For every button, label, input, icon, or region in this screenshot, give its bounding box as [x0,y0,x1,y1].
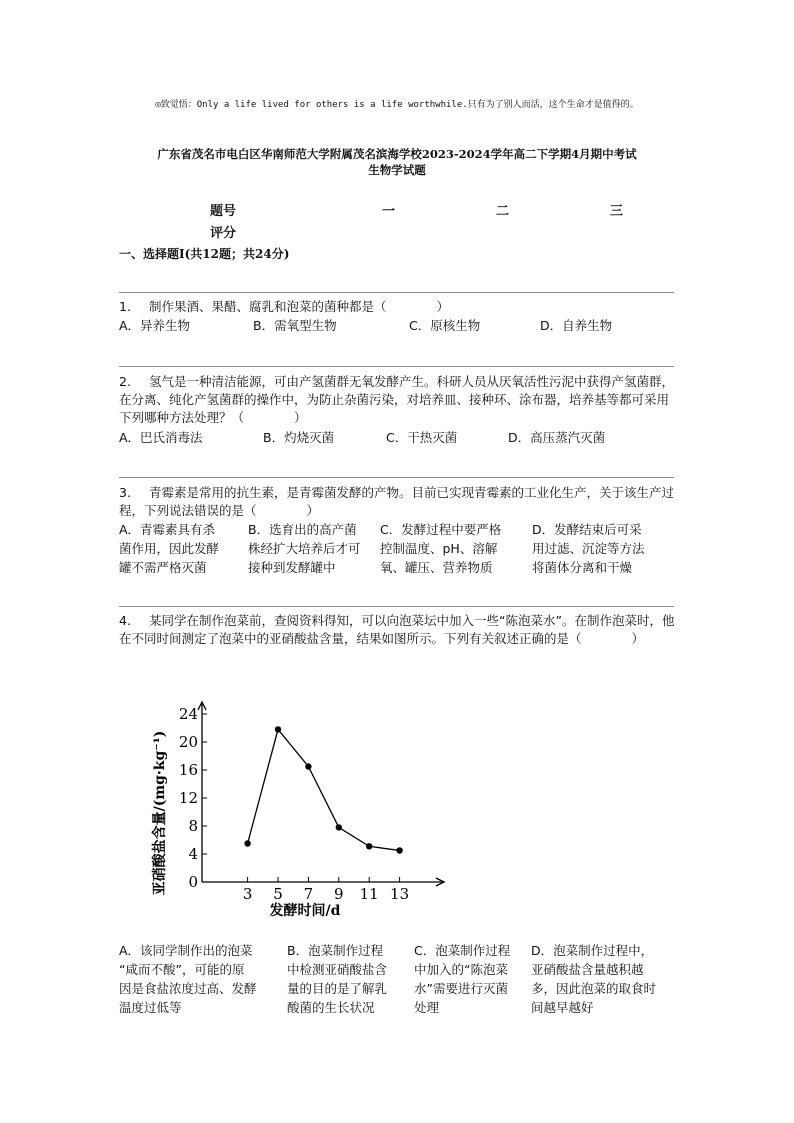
option-c[interactable] [380,520,530,577]
option-line: B．泡菜制作过程 [287,943,384,958]
question-text: 某同学在制作泡菜前，查阅资料得知，可以向泡菜坛中加入一些“陈泡菜水”。在制作泡菜时，他在不同时间测定了泡菜中的亚硝酸盐含量，结果如图所示。下列有关叙述正确的是（ ） [119,613,675,646]
exam-title-line2: 生物学试题 [368,163,426,177]
score-col-2: 二 [496,204,510,219]
data-point [244,840,250,846]
nitrite-series-line [248,729,400,850]
chart-y-axis-label: 亚硝酸盐含量/(mg·kg⁻¹) [152,730,168,896]
y-tick-label: 12 [178,789,198,807]
option-line: 菌作用，因此发酵 [119,541,220,556]
question-number: 4. [119,613,131,628]
option-d[interactable] [531,941,679,1017]
question-text: 氢气是一种清洁能源，可由产氢菌群无氧发酵产生。科研人员从厌氧活性污泥中获得产氢菌群，在分离、纯化产氢菌群的操作中，为防止杂菌污染，对培养皿、接种环、涂布器，培养基等都可采用下列哪种方法处理？（ ） [119,374,675,425]
x-tick-label: 11 [359,885,379,903]
score-label-number: 题号 [210,204,237,219]
option-b[interactable]: B．灼烧灭菌 [263,430,335,445]
option-line: “咸而不酸”，可能的原 [119,962,245,977]
option-c[interactable]: C．干热灭菌 [386,430,458,445]
question-divider [119,606,674,607]
motto: ◎致觉悟：Only a life lived for others is a life worthwhile.只有为了别人而活，这个生命才是值得的。 [155,100,639,110]
option-line: 温度过低等 [119,1000,182,1015]
nitrite-chart [145,695,455,925]
data-point [366,843,372,849]
score-col-3: 三 [610,204,624,219]
option-line: 酸菌的生长状况 [287,1000,375,1015]
section-title: 一、选择题Ⅰ(共12题；共24分) [119,247,290,261]
option-a[interactable] [119,520,247,577]
option-line: 控制温度、pH、溶解 [380,541,498,556]
option-line: 用过滤、沉淀等方法 [532,541,645,556]
option-d[interactable]: D．自养生物 [540,318,613,333]
question-divider [119,292,674,293]
question-2-stem [119,373,675,427]
option-line: D．发酵结束后可采 [532,522,642,537]
option-a[interactable]: A．巴氏消毒法 [119,430,203,445]
y-tick-label: 24 [178,705,198,723]
option-line: 接种到发酵罐中 [248,560,336,575]
question-3-stem [119,484,675,520]
chart-series [244,726,402,854]
x-tick-label: 7 [303,885,314,903]
option-line: 间越早越好 [531,1000,594,1015]
option-line: 罐不需严格灭菌 [119,560,207,575]
option-line: C．泡菜制作过程 [414,943,511,958]
option-b[interactable]: B．需氧型生物 [253,318,337,333]
y-tick-label: 4 [188,845,198,863]
chart-axes [179,702,444,903]
data-point [336,824,342,830]
option-line: C．发酵过程中要严格 [380,522,502,537]
option-d[interactable]: D．高压蒸汽灭菌 [508,430,606,445]
x-tick-label: 3 [242,885,253,903]
option-c[interactable] [414,941,532,1017]
option-line: 因是食盐浓度过高、发酵 [119,981,257,996]
option-line: 株经扩大培养后才可 [248,541,361,556]
question-text: 制作果酒、果醋、腐乳和泡菜的菌种都是（ ） [149,299,450,314]
question-divider [119,477,674,478]
option-line: A．青霉素具有杀 [119,522,216,537]
option-line: 中加入的“陈泡菜 [414,962,508,977]
option-b[interactable] [287,941,412,1017]
question-4-stem [119,612,675,648]
x-tick-label: 13 [390,885,410,903]
option-line: 量的目的是了解乳 [287,981,388,996]
question-number: 2. [119,374,131,389]
option-line: B．选育出的高产菌 [248,522,357,537]
option-line: 将菌体分离和干燥 [532,560,633,575]
score-col-1: 一 [382,204,396,219]
option-line: 氧、罐压、营养物质 [380,560,493,575]
option-line: 水”需要进行灭菌 [414,981,508,996]
question-number: 3. [119,485,131,500]
x-tick-label: 9 [334,885,344,903]
question-divider [119,366,674,367]
y-tick-label: 16 [178,761,198,779]
option-b[interactable] [248,520,378,577]
y-tick-label: 0 [188,873,198,891]
question-number: 1. [119,299,131,314]
option-line: D．泡菜制作过程中， [531,943,654,958]
exam-title-line1: 广东省茂名市电白区华南师范大学附属茂名滨海学校2023-2024学年高二下学期4月期中考试 [157,147,637,161]
question-text: 青霉素是常用的抗生素，是青霉菌发酵的产物。目前已实现青霉素的工业化生产，关于该生产过程，下列说法错误的是（ ） [119,485,675,518]
option-line: 处理 [414,1000,440,1015]
chart-x-axis-label: 发酵时间/d [269,903,341,919]
x-tick-label: 5 [273,885,283,903]
exam-title [110,146,684,178]
option-a[interactable]: A．异养生物 [119,318,191,333]
question-1-stem [119,298,675,316]
score-label-score: 评分 [210,226,237,241]
option-line: A．该同学制作出的泡菜 [119,943,253,958]
data-point [275,726,281,732]
option-c[interactable]: C．原核生物 [409,318,481,333]
data-point [396,847,402,853]
option-d[interactable] [532,520,677,577]
option-a[interactable] [119,941,284,1017]
option-line: 中检测亚硝酸盐含 [287,962,388,977]
option-line: 多，因此泡菜的取食时 [531,981,657,996]
option-line: 亚硝酸盐含量越积越 [531,962,644,977]
y-tick-label: 8 [188,817,198,835]
data-point [305,763,311,769]
y-tick-label: 20 [178,733,198,751]
